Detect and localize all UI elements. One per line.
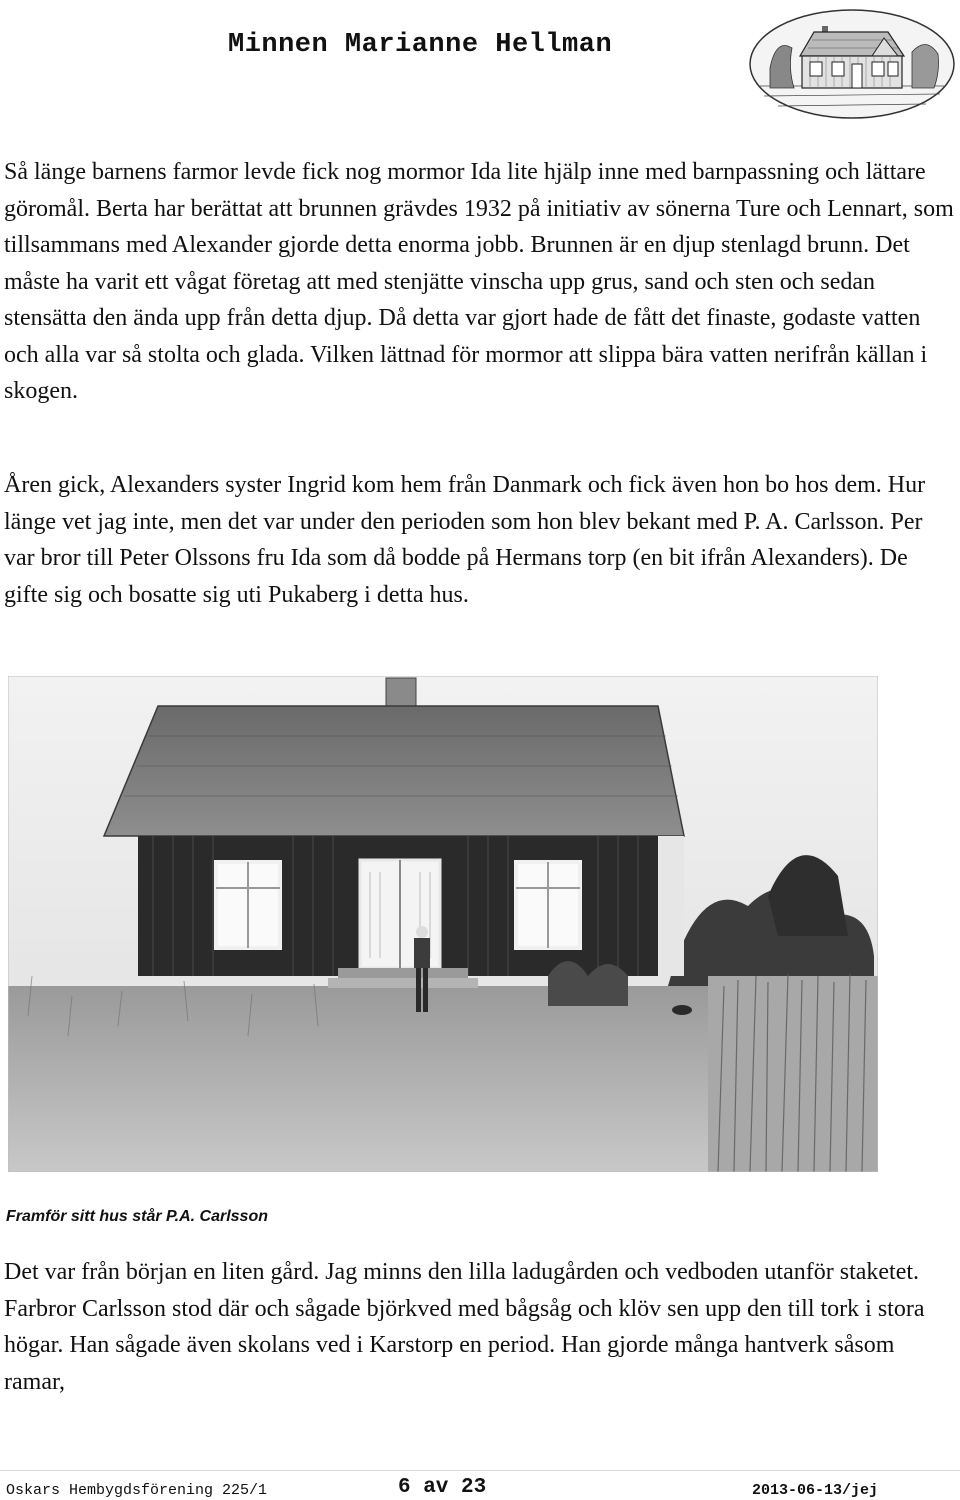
- paragraph-farm: Det var från början en liten gård. Jag minns den lilla ladugården och vedboden utanför staketet. Farbror Carlsson stod där och sågade björkved med bågsåg och klöv sen upp den till tork i stora högar. Han sågade även skolans ved i Karstorp en period. Han gjorde många hantverk såsom ramar,: [4, 1259, 925, 1395]
- house-sketch-icon: [748, 8, 956, 120]
- paragraph-ingrid: Åren gick, Alexanders syster Ingrid kom hem från Danmark och fick även hon bo hos dem. Hur länge vet jag inte, men det var under den perioden som hon blev bekant med P. A. Carlsson. Per var bror till Peter Olssons fru Ida som då bodde på Hermans torp (en bit ifrån Alexanders). De gifte sig och bosatte sig uti Pukaberg i detta hus.: [4, 472, 926, 608]
- page-number: 6 av 23: [398, 1476, 487, 1499]
- footer-organization: Oskars Hembygdsförening 225/1: [6, 1482, 268, 1499]
- photo-caption: Framför sitt hus står P.A. Carlsson: [6, 1208, 268, 1225]
- house-photo-icon: [8, 676, 878, 1172]
- footer-date: 2013-06-13/jej: [752, 1482, 879, 1499]
- footer-divider: [0, 1470, 960, 1471]
- page-title: Minnen Marianne Hellman: [228, 30, 613, 60]
- paragraph-well: Så länge barnens farmor levde fick nog mormor Ida lite hjälp inne med barnpassning och lättare göromål. Berta har berättat att brunnen grävdes 1932 på initiativ av sönerna Ture och Lennart, som tillsammans med Alexander gjorde detta enorma jobb. Brunnen är en djup stenlagd brunn. Det måste ha varit ett vågat företag att med stenjätte vinscha upp grus, sand och sten och sedan stensätta den ända upp från detta djup. Då detta var gjort hade de fått det finaste, godaste vatten och alla var så stolta och glada. Vilken lättnad för mormor att slippa bära vatten nerifrån källan i skogen.: [4, 159, 954, 404]
